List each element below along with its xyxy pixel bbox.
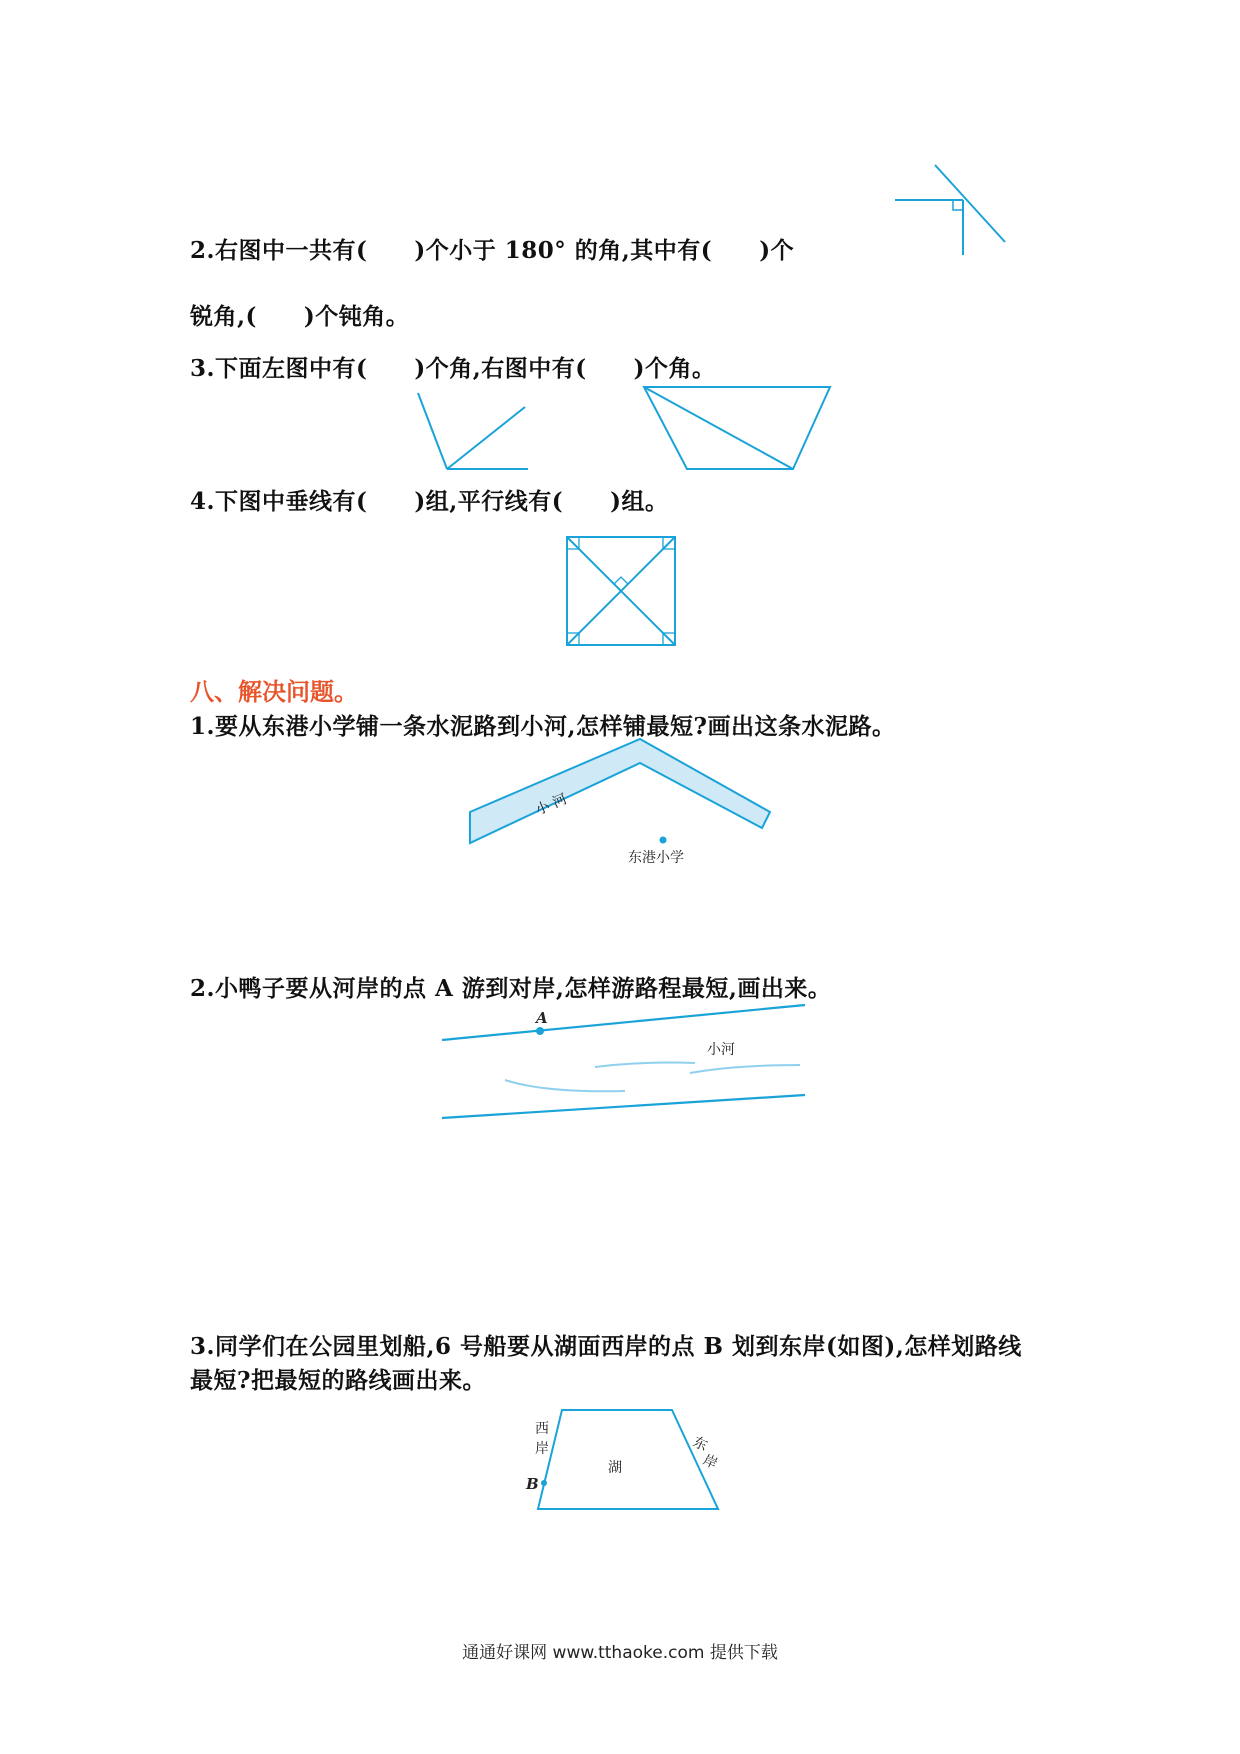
p2-river-label: 小河 <box>707 1042 735 1058</box>
p3-west-char-1: 西 <box>535 1421 549 1437</box>
problem-3-line-2: 最短?把最短的路线画出来。 <box>190 1367 486 1394</box>
p3-lake-label: 湖 <box>608 1460 622 1476</box>
q3-angle-figures <box>410 385 840 480</box>
question-2-line-2: 锐角,( )个钝角。 <box>190 303 410 330</box>
problem-3-line-1: 3.同学们在公园里划船,6 号船要从湖面西岸的点 B 划到东岸(如图),怎样划路线 <box>190 1333 1022 1360</box>
p1-river-figure <box>460 735 780 865</box>
section-8-title: 八、解决问题。 <box>190 677 358 706</box>
question-2-line-1: 2.右图中一共有( )个小于 180° 的角,其中有( )个 <box>190 237 795 264</box>
p1-school-point <box>660 837 667 844</box>
p1-school-label: 东港小学 <box>628 850 684 866</box>
p3-point-b <box>541 1480 547 1486</box>
p2-point-label: A <box>536 1009 548 1027</box>
p3-lake-figure <box>520 1405 730 1525</box>
question-4: 4.下图中垂线有( )组,平行线有( )组。 <box>190 488 669 515</box>
q2-angle-figure <box>890 160 1020 260</box>
p3-point-label: B <box>526 1475 539 1493</box>
problem-2: 2.小鸭子要从河岸的点 A 游到对岸,怎样游路程最短,画出来。 <box>190 975 832 1002</box>
p3-east-char-2: 岸 <box>700 1452 720 1473</box>
problem-1: 1.要从东港小学铺一条水泥路到小河,怎样铺最短?画出这条水泥路。 <box>190 713 896 740</box>
p2-point-a <box>536 1027 544 1035</box>
p2-river-figure <box>435 995 815 1125</box>
page-footer: 通通好课网 www.tthaoke.com 提供下载 <box>462 1643 778 1663</box>
p3-east-char-1: 东 <box>690 1434 710 1455</box>
p3-west-char-2: 岸 <box>535 1441 549 1457</box>
q4-square-figure <box>565 535 680 650</box>
question-3: 3.下面左图中有( )个角,右图中有( )个角。 <box>190 355 716 382</box>
p1-river-label: 小 河 <box>533 791 570 819</box>
